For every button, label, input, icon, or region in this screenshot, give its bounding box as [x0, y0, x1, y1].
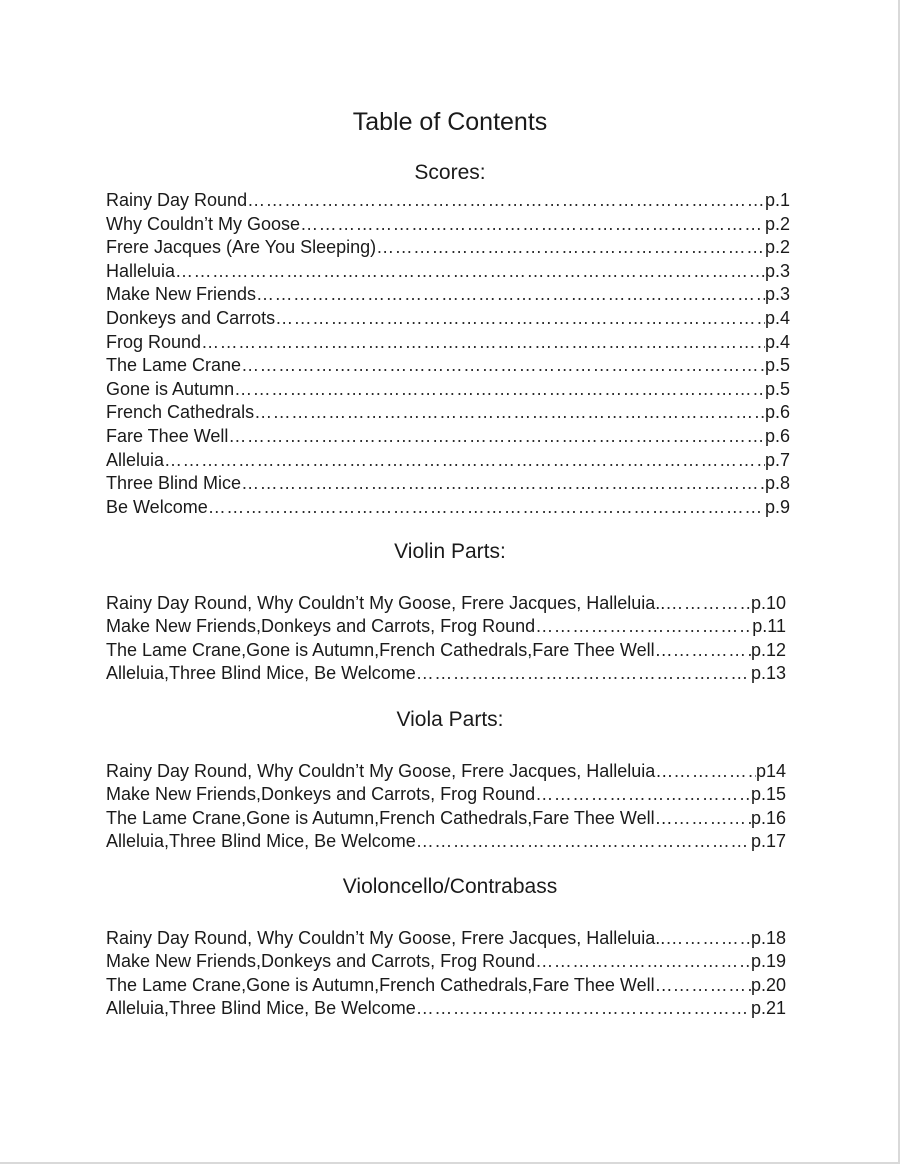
- toc-entry: [106, 781, 786, 805]
- toc-entry-page-number: p.20: [750, 975, 786, 995]
- section-heading-cello-contrabass-parts: Violoncello/Contrabass: [342, 875, 558, 898]
- toc-entry-page-number: p.9: [764, 497, 790, 517]
- toc-entry: [106, 187, 790, 211]
- toc-entry-page-number: p.17: [750, 831, 786, 851]
- dot-leader: [535, 783, 751, 805]
- toc-entry-page-number: p.4: [764, 308, 790, 328]
- toc-entry-title: Fare Thee Well: [106, 426, 229, 446]
- toc-entry-title: Make New Friends: [106, 284, 257, 304]
- toc-entry-page-number: p.16: [750, 808, 786, 828]
- toc-entry-page-number: p.2: [764, 237, 790, 257]
- toc-entry: [106, 423, 790, 447]
- toc-entry: [106, 447, 790, 471]
- toc-entry: [106, 329, 790, 353]
- toc-entry-page-number: p.7: [764, 450, 790, 470]
- toc-entry-title: Alleluia: [106, 450, 165, 470]
- toc-entry-title: Donkeys and Carrots: [106, 308, 276, 328]
- toc-entry-title: Frog Round: [106, 332, 202, 352]
- toc-entry: [106, 637, 786, 661]
- toc-entry-title: The Lame Crane: [106, 355, 242, 375]
- toc-entry-title: Be Welcome: [106, 497, 208, 517]
- toc-entry: [106, 758, 786, 782]
- toc-entry-title: Rainy Day Round, Why Couldn’t My Goose, Frere Jacques, Halleluia…: [106, 761, 674, 781]
- dot-leader: [416, 997, 751, 1019]
- dot-leader: [254, 401, 765, 423]
- toc-entry-page-number: p.8: [764, 473, 790, 493]
- dot-leader: [175, 260, 765, 282]
- toc-entry-title: Alleluia,Three Blind Mice, Be Welcome: [106, 998, 416, 1018]
- dot-leader: [665, 927, 751, 949]
- toc-entry-page-number: p.18: [750, 928, 786, 948]
- dot-leader: [673, 974, 751, 996]
- toc-entry-title: The Lame Crane,Gone is Autumn,French Cathedrals,Fare Thee Well…: [106, 640, 673, 660]
- toc-entry-title: Alleluia,Three Blind Mice, Be Welcome: [106, 831, 416, 851]
- dot-leader: [673, 807, 751, 829]
- toc-entry-page-number: p.13: [750, 663, 786, 683]
- toc-entry-title: Frere Jacques (Are You Sleeping): [106, 237, 377, 257]
- page-title: Table of Contents: [352, 108, 548, 136]
- toc-entry-page-number: p14: [755, 761, 786, 781]
- toc-entry: [106, 590, 786, 614]
- toc-entry-title: Make New Friends,Donkeys and Carrots, Frog Round: [106, 784, 536, 804]
- dot-leader: [208, 496, 765, 518]
- toc-entry: [106, 494, 790, 518]
- toc-entry-title: The Lame Crane,Gone is Autumn,French Cathedrals,Fare Thee Well…: [106, 808, 673, 828]
- dot-leader: [416, 662, 751, 684]
- toc-entry-page-number: p.6: [764, 426, 790, 446]
- toc-entry-title: Why Couldn’t My Goose: [106, 214, 301, 234]
- toc-entry-title: The Lame Crane,Gone is Autumn,French Cathedrals,Fare Thee Well…: [106, 975, 673, 995]
- dot-leader: [164, 449, 765, 471]
- toc-entry: [106, 281, 790, 305]
- toc-entry-page-number: p.10: [750, 593, 786, 613]
- toc-entry-page-number: p.4: [764, 332, 790, 352]
- toc-entry-title: Rainy Day Round, Why Couldn’t My Goose, Frere Jacques, Halleluia..: [106, 928, 666, 948]
- toc-entry-title: Rainy Day Round: [106, 190, 248, 210]
- toc-entry: [106, 805, 786, 829]
- toc-entry: [106, 305, 790, 329]
- toc-entry-page-number: p.21: [750, 998, 786, 1018]
- dot-leader: [275, 307, 765, 329]
- toc-entry: [106, 660, 786, 684]
- dot-leader: [241, 472, 765, 494]
- dot-leader: [234, 378, 765, 400]
- toc-entry-title: Gone is Autumn: [106, 379, 235, 399]
- dot-leader: [201, 331, 765, 353]
- dot-leader: [665, 592, 751, 614]
- dot-leader: [300, 213, 765, 235]
- toc-entry-page-number: p.11: [752, 616, 786, 636]
- toc-entry-page-number: p.12: [750, 640, 786, 660]
- dot-leader: [416, 830, 751, 852]
- toc-entry: [106, 352, 790, 376]
- toc-entry-page-number: p.1: [764, 190, 790, 210]
- toc-entry-page-number: p.5: [764, 355, 790, 375]
- toc-entry: [106, 234, 790, 258]
- toc-entry: [106, 399, 790, 423]
- dot-leader: [535, 615, 752, 637]
- toc-entry-page-number: p.3: [764, 261, 790, 281]
- toc-entry-title: Rainy Day Round, Why Couldn’t My Goose, Frere Jacques, Halleluia..: [106, 593, 666, 613]
- dot-leader: [535, 950, 751, 972]
- toc-entry-title: Make New Friends,Donkeys and Carrots, Frog Round: [106, 616, 536, 636]
- dot-leader: [256, 283, 765, 305]
- toc-entry: [106, 470, 790, 494]
- dot-leader: [376, 236, 765, 258]
- toc-entry: [106, 211, 790, 235]
- toc-entry-page-number: p.3: [764, 284, 790, 304]
- toc-entry-page-number: p.2: [764, 214, 790, 234]
- dot-leader: [228, 425, 765, 447]
- dot-leader: [673, 760, 756, 782]
- section-heading-viola-parts: Viola Parts:: [396, 708, 504, 731]
- toc-entry-title: Make New Friends,Donkeys and Carrots, Frog Round: [106, 951, 536, 971]
- dot-leader: [247, 189, 765, 211]
- toc-entry-page-number: p.6: [764, 402, 790, 422]
- toc-entry-page-number: p.19: [750, 951, 786, 971]
- toc-entry: [106, 995, 786, 1019]
- dot-leader: [673, 639, 751, 661]
- toc-entry: [106, 948, 786, 972]
- toc-entry: [106, 376, 790, 400]
- toc-entry: [106, 258, 790, 282]
- toc-entry-title: Alleluia,Three Blind Mice, Be Welcome: [106, 663, 416, 683]
- toc-entry-title: French Cathedrals: [106, 402, 255, 422]
- toc-entry: [106, 613, 786, 637]
- toc-entry: [106, 828, 786, 852]
- section-heading-violin-parts: Violin Parts:: [394, 540, 506, 563]
- toc-entry: [106, 925, 786, 949]
- toc-entry: [106, 972, 786, 996]
- section-heading-scores: Scores:: [414, 161, 486, 184]
- toc-entry-page-number: p.15: [750, 784, 786, 804]
- toc-entry-page-number: p.5: [764, 379, 790, 399]
- toc-entry-title: Halleluia: [106, 261, 176, 281]
- dot-leader: [241, 354, 765, 376]
- toc-entry-title: Three Blind Mice: [106, 473, 242, 493]
